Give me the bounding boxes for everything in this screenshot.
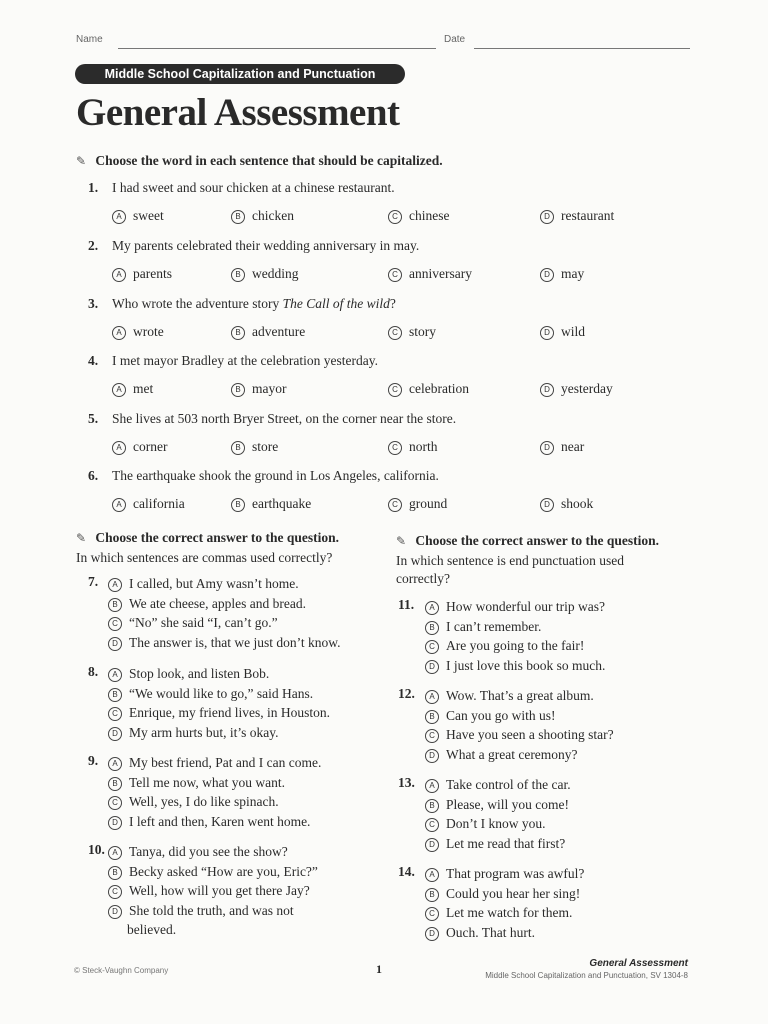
answer-bubble-a[interactable]: A	[108, 757, 122, 771]
answer-option[interactable]	[388, 266, 472, 282]
answer-bubble-c[interactable]: C	[108, 885, 122, 899]
option-label: How wonderful our trip was?	[446, 599, 605, 614]
answer-bubble-d[interactable]: D	[425, 838, 439, 852]
answer-bubble-c[interactable]: C	[388, 210, 402, 224]
question-text: She lives at 503 north Bryer Street, on the corner near the store.	[112, 411, 457, 426]
answer-option[interactable]	[425, 864, 584, 884]
answer-bubble-d[interactable]: D	[108, 637, 122, 651]
answer-option[interactable]	[388, 324, 436, 340]
question-text: I had sweet and sour chicken at a chinese restaurant.	[112, 180, 395, 195]
answer-bubble-b[interactable]: B	[108, 598, 122, 612]
right-prompt-line2: correctly?	[396, 571, 450, 586]
pencil-icon: ✎	[76, 154, 87, 168]
section1-instruction	[76, 153, 443, 169]
answer-option[interactable]	[112, 324, 164, 340]
answer-option[interactable]	[231, 439, 278, 455]
answer-bubble-a[interactable]: A	[112, 268, 126, 282]
answer-option[interactable]	[231, 324, 305, 340]
answer-option[interactable]	[112, 381, 153, 397]
option-continuation: believed.	[127, 922, 177, 938]
answer-option[interactable]	[425, 795, 569, 815]
answer-bubble-d[interactable]: D	[540, 210, 554, 224]
option-label: Wow. That’s a great album.	[446, 688, 594, 703]
answer-option[interactable]	[108, 633, 340, 653]
option-label: store	[252, 439, 279, 454]
question-number: 4.	[88, 353, 99, 368]
option-label: earthquake	[252, 496, 312, 511]
answer-option[interactable]	[112, 439, 167, 455]
answer-option[interactable]	[540, 496, 593, 512]
section1-instruction-text: Choose the word in each sentence that should be capitalized.	[95, 153, 443, 168]
answer-option[interactable]	[388, 208, 449, 224]
option-label: shook	[561, 496, 594, 511]
option-label: Becky asked “How are you, Eric?”	[129, 863, 318, 879]
answer-option[interactable]	[425, 814, 546, 834]
option-label: Well, how will you get there Jay?	[129, 883, 310, 899]
answer-option[interactable]	[108, 684, 313, 704]
answer-bubble-b[interactable]: B	[425, 888, 439, 902]
answer-option[interactable]	[108, 881, 310, 901]
option-label: story	[409, 324, 436, 339]
answer-bubble-c[interactable]: C	[108, 796, 122, 810]
footer-subtitle: Middle School Capitalization and Punctuation, SV 1304-8	[485, 971, 688, 980]
option-label: I left and then, Karen went home.	[129, 813, 311, 829]
answer-bubble-a[interactable]: A	[425, 601, 439, 615]
copyright: © Steck-Vaughn Company	[74, 966, 169, 975]
option-label: Well, yes, I do like spinach.	[129, 794, 279, 810]
option-label: wild	[561, 324, 586, 339]
question-number: 14.	[398, 864, 415, 879]
question-number: 10.	[88, 842, 105, 857]
answer-bubble-b[interactable]: B	[425, 621, 439, 635]
question-text-part: Who wrote the adventure story	[112, 296, 283, 311]
option-label: Let me watch for them.	[446, 905, 573, 921]
answer-option[interactable]	[108, 792, 279, 812]
answer-bubble-a[interactable]: A	[425, 868, 439, 882]
answer-option[interactable]	[231, 381, 287, 397]
question-number: 5.	[88, 411, 99, 426]
right-prompt-line1: In which sentence is end punctuation used	[396, 553, 624, 568]
question-number: 9.	[88, 753, 99, 768]
answer-bubble-a[interactable]: A	[108, 668, 122, 682]
option-label: Stop look, and listen Bob.	[129, 666, 270, 681]
question-text	[112, 296, 396, 312]
answer-option[interactable]	[108, 613, 278, 633]
question-text-part: ?	[389, 296, 396, 311]
answer-option[interactable]	[108, 773, 285, 793]
answer-bubble-a[interactable]: A	[112, 441, 126, 455]
answer-bubble-b[interactable]: B	[108, 688, 122, 702]
option-label: wrote	[133, 324, 164, 339]
option-label: Could you hear her sing!	[446, 885, 581, 901]
option-label: Tanya, did you see the show?	[129, 844, 288, 859]
answer-bubble-c[interactable]: C	[388, 326, 402, 340]
answer-option[interactable]	[108, 574, 299, 594]
answer-option[interactable]	[388, 496, 447, 512]
option-label: mayor	[252, 381, 287, 396]
answer-option[interactable]	[108, 594, 306, 614]
question-number: 11.	[398, 597, 415, 612]
option-label: restaurant	[561, 208, 615, 223]
answer-bubble-b[interactable]: B	[231, 326, 245, 340]
answer-bubble-c[interactable]: C	[425, 640, 439, 654]
answer-option[interactable]	[108, 862, 318, 882]
option-label: She told the truth, and was not	[129, 902, 294, 918]
answer-bubble-b[interactable]: B	[231, 268, 245, 282]
answer-option[interactable]	[425, 706, 556, 726]
answer-bubble-d[interactable]: D	[540, 326, 554, 340]
answer-option[interactable]	[540, 324, 585, 340]
question-text: My parents celebrated their wedding anniversary in may.	[112, 238, 420, 253]
answer-bubble-a[interactable]: A	[108, 846, 122, 860]
answer-bubble-a[interactable]: A	[112, 326, 126, 340]
answer-bubble-d[interactable]: D	[540, 268, 554, 282]
option-label: may	[561, 266, 585, 281]
answer-bubble-d[interactable]: D	[540, 498, 554, 512]
option-label: chinese	[409, 208, 450, 223]
right-instruction	[396, 533, 659, 549]
answer-bubble-c[interactable]: C	[425, 907, 439, 921]
option-label: yesterday	[561, 381, 613, 396]
option-label: Are you going to the fair!	[446, 638, 585, 654]
left-instruction-text: Choose the correct answer to the question.	[95, 530, 339, 545]
answer-option[interactable]	[425, 686, 594, 706]
question-number: 13.	[398, 775, 415, 790]
answer-option[interactable]	[231, 266, 299, 282]
answer-bubble-d[interactable]: D	[425, 660, 439, 674]
option-label: near	[561, 439, 585, 454]
answer-option[interactable]	[425, 923, 535, 943]
answer-bubble-d[interactable]: D	[425, 927, 439, 941]
answer-option[interactable]	[388, 381, 469, 397]
series-banner: Middle School Capitalization and Punctuation	[75, 64, 405, 84]
option-label: sweet	[133, 208, 164, 223]
option-label: The answer is, that we just don’t know.	[129, 634, 341, 650]
question-number: 1.	[88, 180, 99, 195]
answer-option[interactable]	[540, 439, 584, 455]
question-text: I met mayor Bradley at the celebration yesterday.	[112, 353, 379, 368]
option-label: corner	[133, 439, 168, 454]
answer-option[interactable]	[112, 496, 185, 512]
answer-option[interactable]	[425, 656, 605, 676]
answer-bubble-c[interactable]: C	[108, 617, 122, 631]
answer-option[interactable]	[540, 208, 614, 224]
answer-option[interactable]	[425, 725, 614, 745]
left-instruction	[76, 530, 339, 546]
option-label: wedding	[252, 266, 299, 281]
answer-option[interactable]	[425, 617, 541, 637]
pencil-icon: ✎	[76, 531, 87, 545]
answer-bubble-d[interactable]: D	[540, 383, 554, 397]
answer-bubble-c[interactable]: C	[108, 707, 122, 721]
option-label: anniversary	[409, 266, 472, 281]
answer-bubble-a[interactable]: A	[425, 779, 439, 793]
answer-bubble-c[interactable]: C	[388, 441, 402, 455]
option-label: Enrique, my friend lives, in Houston.	[129, 705, 330, 721]
option-label: “We would like to go,” said Hans.	[129, 685, 314, 701]
option-label: chicken	[252, 208, 294, 223]
option-label: “No” she said “I, can’t go.”	[129, 615, 278, 631]
question-number: 8.	[88, 664, 99, 679]
option-label: Can you go with us!	[446, 707, 556, 723]
answer-bubble-d[interactable]: D	[108, 905, 122, 919]
option-label: california	[133, 496, 185, 511]
answer-option[interactable]	[388, 439, 438, 455]
answer-bubble-b[interactable]: B	[231, 210, 245, 224]
left-prompt: In which sentences are commas used correctly?	[76, 550, 333, 565]
right-instruction-text: Choose the correct answer to the question.	[415, 533, 659, 548]
name-field[interactable]	[118, 48, 436, 49]
answer-bubble-c[interactable]: C	[425, 729, 439, 743]
question-number: 3.	[88, 296, 99, 311]
option-label: met	[133, 381, 154, 396]
answer-bubble-d[interactable]: D	[108, 816, 122, 830]
answer-bubble-b[interactable]: B	[425, 710, 439, 724]
answer-bubble-b[interactable]: B	[231, 383, 245, 397]
answer-option[interactable]	[540, 381, 613, 397]
question-number: 6.	[88, 468, 99, 483]
answer-bubble-d[interactable]: D	[540, 441, 554, 455]
answer-option[interactable]	[112, 266, 172, 282]
page-title: General Assessment	[76, 91, 400, 134]
option-label: We ate cheese, apples and bread.	[129, 595, 306, 611]
answer-option[interactable]	[108, 812, 310, 832]
answer-bubble-a[interactable]: A	[108, 578, 122, 592]
name-label: Name	[76, 34, 103, 45]
option-label: celebration	[409, 381, 469, 396]
answer-option[interactable]	[425, 903, 572, 923]
answer-option[interactable]	[112, 208, 164, 224]
date-label: Date	[444, 34, 466, 45]
answer-option[interactable]	[425, 775, 571, 795]
option-label: Ouch. That hurt.	[446, 924, 535, 940]
option-label: ground	[409, 496, 448, 511]
answer-bubble-b[interactable]: B	[231, 498, 245, 512]
date-field[interactable]	[474, 48, 690, 49]
option-label: Don’t I know you.	[446, 816, 546, 832]
option-label: My best friend, Pat and I can come.	[129, 755, 322, 770]
option-label: I called, but Amy wasn’t home.	[129, 576, 299, 591]
answer-option[interactable]	[425, 834, 565, 854]
answer-option[interactable]	[108, 901, 294, 921]
answer-bubble-c[interactable]: C	[388, 268, 402, 282]
question-number: 7.	[88, 574, 99, 589]
answer-bubble-a[interactable]: A	[112, 210, 126, 224]
answer-bubble-d[interactable]: D	[108, 727, 122, 741]
answer-bubble-b[interactable]: B	[231, 441, 245, 455]
answer-option[interactable]	[108, 703, 330, 723]
footer-title: General Assessment	[589, 958, 688, 969]
option-label: Please, will you come!	[446, 796, 569, 812]
option-label: Take control of the car.	[446, 777, 571, 792]
option-label: north	[409, 439, 438, 454]
answer-option[interactable]	[231, 208, 294, 224]
answer-option[interactable]	[425, 745, 578, 765]
answer-bubble-b[interactable]: B	[108, 866, 122, 880]
option-label: Let me read that first?	[446, 835, 566, 851]
answer-bubble-d[interactable]: D	[425, 749, 439, 763]
question-number: 2.	[88, 238, 99, 253]
answer-bubble-b[interactable]: B	[108, 777, 122, 791]
answer-option[interactable]	[540, 266, 584, 282]
option-label: My arm hurts but, it’s okay.	[129, 724, 279, 740]
answer-option[interactable]	[425, 884, 580, 904]
answer-option[interactable]	[108, 842, 288, 862]
question-text: The earthquake shook the ground in Los Angeles, california.	[112, 468, 439, 483]
pencil-icon: ✎	[396, 534, 407, 548]
answer-bubble-a[interactable]: A	[112, 498, 126, 512]
question-number: 12.	[398, 686, 415, 701]
option-label: parents	[133, 266, 172, 281]
answer-bubble-b[interactable]: B	[425, 799, 439, 813]
answer-bubble-a[interactable]: A	[425, 690, 439, 704]
option-label: Have you seen a shooting star?	[446, 727, 614, 743]
answer-option[interactable]	[425, 636, 584, 656]
page-number: 1	[376, 962, 382, 976]
option-label: That program was awful?	[446, 866, 585, 881]
option-label: Tell me now, what you want.	[129, 774, 286, 790]
option-label: What a great ceremony?	[446, 746, 578, 762]
answer-bubble-c[interactable]: C	[388, 383, 402, 397]
answer-option[interactable]	[108, 723, 279, 743]
option-label: adventure	[252, 324, 306, 339]
answer-bubble-c[interactable]: C	[425, 818, 439, 832]
answer-option[interactable]	[231, 496, 311, 512]
answer-option[interactable]	[108, 753, 321, 773]
answer-option[interactable]	[425, 597, 605, 617]
option-label: I can’t remember.	[446, 618, 542, 634]
answer-option[interactable]	[108, 664, 269, 684]
answer-bubble-a[interactable]: A	[112, 383, 126, 397]
question-text-title: The Call of the wild	[282, 296, 390, 311]
answer-bubble-c[interactable]: C	[388, 498, 402, 512]
option-label: I just love this book so much.	[446, 657, 606, 673]
